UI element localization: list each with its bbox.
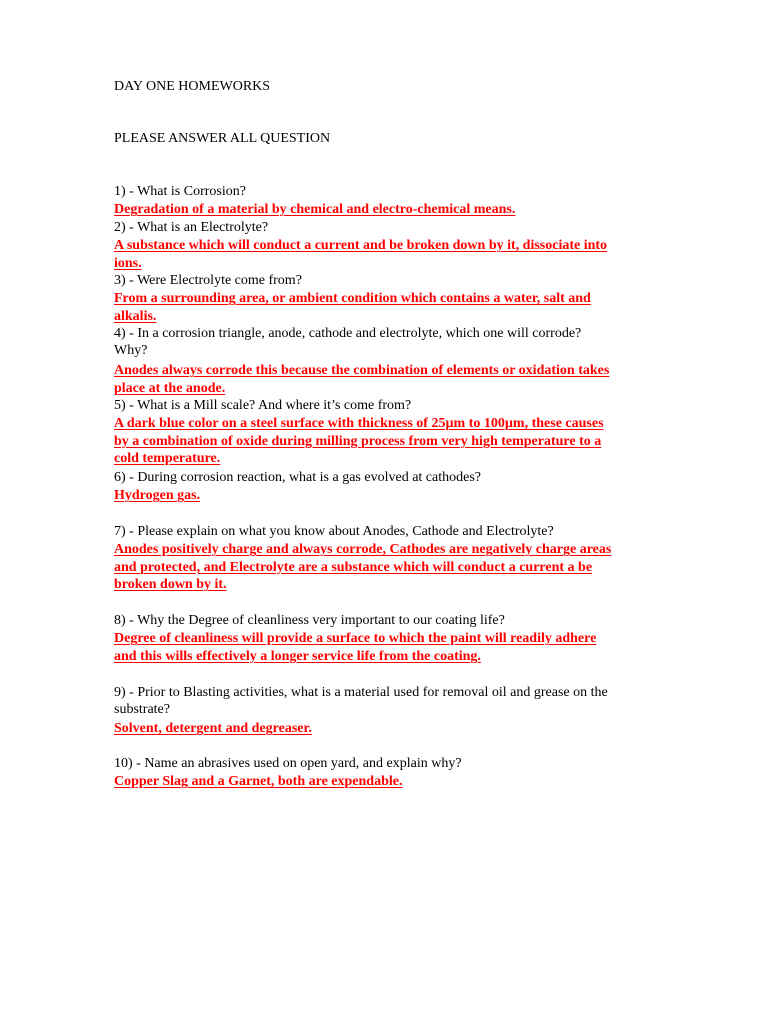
answer-2: A substance which will conduct a current and be broken down by it, dissociate into ions. (114, 238, 608, 271)
question-5: 5) - What is a Mill scale? And where it’s come from? (114, 398, 412, 413)
answer-5: A dark blue color on a steel surface with thickness of 25µm to 100µm, these causes by a combination of oxide during milling process from very high temperature to a cold temperature. (114, 416, 604, 467)
question-7: 7) - Please explain on what you know about Anodes, Cathode and Electrolyte? (114, 524, 554, 539)
answer-3: From a surrounding area, or ambient condition which contains a water, salt and alkalis. (114, 291, 591, 324)
answer-1: Degradation of a material by chemical and electro-chemical means. (114, 202, 516, 217)
question-4: 4) - In a corrosion triangle, anode, cathode and electrolyte, which one will corrode? Why? (114, 326, 582, 358)
question-9: 9) - Prior to Blasting activities, what is a material used for removal oil and grease on the substrate? (114, 685, 608, 717)
question-2: 2) - What is an Electrolyte? (114, 220, 269, 235)
answer-8: Degree of cleanliness will provide a surface to which the paint will readily adhere and this wills effectively a longer service life from the coating. (114, 631, 597, 664)
question-6: 6) - During corrosion reaction, what is a gas evolved at cathodes? (114, 470, 481, 485)
question-8: 8) - Why the Degree of cleanliness very important to our coating life? (114, 613, 505, 628)
answer-9: Solvent, detergent and degreaser. (114, 721, 312, 736)
question-3: 3) - Were Electrolyte come from? (114, 273, 302, 288)
document-title: DAY ONE HOMEWORKS (114, 79, 271, 94)
answer-7: Anodes positively charge and always corrode, Cathodes are negatively charge areas and protected, and Electrolyte are a substance which will conduct a current a be broken down by it. (114, 542, 612, 593)
answer-10: Copper Slag and a Garnet, both are expendable. (114, 774, 403, 789)
question-1: 1) - What is Corrosion? (114, 184, 246, 199)
document-instruction: PLEASE ANSWER ALL QUESTION (114, 131, 331, 146)
answer-4: Anodes always corrode this because the combination of elements or oxidation takes place at the anode. (114, 363, 610, 396)
answer-6: Hydrogen gas. (114, 488, 201, 503)
question-10: 10) - Name an abrasives used on open yard, and explain why? (114, 756, 462, 771)
